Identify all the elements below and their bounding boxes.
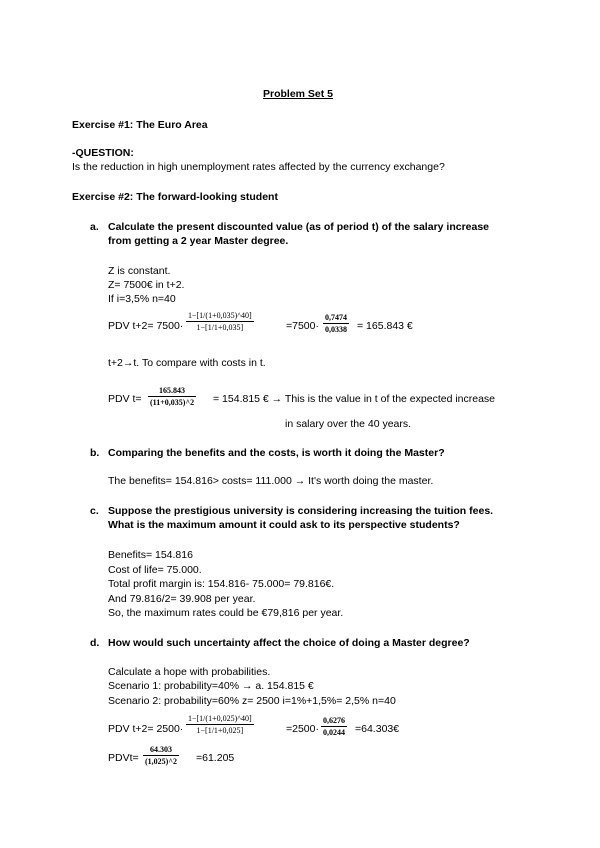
fraction-numerator: 0,7474	[325, 313, 347, 322]
question-text: Is the reduction in high unemployment rates affected by the currency exchange?	[72, 161, 445, 173]
item-d-pdv-mid: =2500·	[286, 723, 319, 735]
item-a-pdvt-result: = 154.815 € → This is the value in t of the expected increase	[213, 393, 496, 405]
item-b-letter: b.	[90, 447, 100, 459]
item-a-pdv-mid: =7500·	[286, 320, 319, 332]
item-c-question-line1: Suppose the prestigious university is considering increasing the tuition fees.	[108, 505, 494, 517]
item-b-answer: The benefits= 154.816> costs= 111.000 → It's worth doing the master.	[108, 475, 434, 487]
item-c-line: And 79.816/2= 39.908 per year.	[108, 593, 256, 605]
item-a-fraction-3	[148, 386, 196, 407]
item-d-letter: d.	[90, 637, 100, 649]
item-c-letter: c.	[90, 505, 99, 517]
item-d-fraction-2	[321, 716, 347, 737]
item-c-line: Cost of life= 75.000.	[108, 564, 202, 576]
fraction-denominator: 1−[1/1+0,025]	[196, 726, 244, 735]
item-d-pdv-prefix: PDV t+2= 2500·	[108, 723, 184, 735]
item-a-letter: a.	[90, 221, 99, 233]
fraction-denominator: (1,025)^2	[145, 757, 177, 766]
fraction-denominator: 0,0244	[323, 728, 345, 737]
item-b-question: Comparing the benefits and the costs, is worth it doing the Master?	[108, 447, 445, 459]
item-d-pdvt-prefix: PDVt=	[108, 752, 139, 764]
item-a-line1: Z is constant.	[108, 265, 171, 277]
item-c-line: So, the maximum rates could be €79,816 per year.	[108, 607, 344, 619]
fraction-numerator: 0,6276	[323, 716, 345, 725]
fraction-numerator: 165.843	[148, 386, 196, 397]
fraction-denominator: 0,0338	[325, 325, 347, 334]
fraction-numerator: 1−[1/(1+0,025)^40]	[188, 714, 252, 723]
exercise-1-heading: Exercise #1: The Euro Area	[72, 119, 208, 131]
item-a-question-line1: Calculate the present discounted value (as of period t) of the salary increase	[108, 221, 490, 233]
item-d-line2: Scenario 1: probability=40% → a. 154.815 €	[108, 680, 314, 692]
item-a-question-line2: from getting a 2 year Master degree.	[108, 235, 289, 247]
item-d-fraction-3	[143, 745, 179, 766]
item-c-question-line2: What is the maximum amount it could ask to its perspective students?	[108, 519, 460, 531]
item-a-pdv-result: = 165.843 €	[357, 320, 413, 332]
item-a-pdvt-prefix: PDV t=	[108, 393, 142, 405]
item-a-fraction-1	[186, 311, 254, 332]
page-title: Problem Set 5	[263, 88, 334, 100]
question-label: -QUESTION:	[72, 147, 134, 159]
item-a-pdv-prefix: PDV t+2= 7500·	[108, 320, 184, 332]
item-c-line: Total profit margin is: 154.816- 75.000= 79.816€.	[108, 578, 335, 590]
item-a-line3: If i=3,5% n=40	[108, 293, 176, 305]
item-d-pdv-result: =64.303€	[355, 723, 400, 735]
item-d-fraction-1	[186, 714, 254, 735]
fraction-numerator: 1−[1/(1+0,035)^40]	[188, 311, 252, 320]
item-d-question: How would such uncertainty affect the choice of doing a Master degree?	[108, 637, 470, 649]
exercise-2-heading: Exercise #2: The forward-looking student	[72, 191, 278, 203]
fraction-numerator: 64.303	[143, 745, 179, 756]
item-c-line: Benefits= 154.816	[108, 549, 193, 561]
fraction-denominator: 1−[1/1+0,035]	[196, 323, 244, 332]
item-a-line4: t+2→t. To compare with costs in t.	[108, 357, 266, 369]
item-a-line2: Z= 7500€ in t+2.	[108, 279, 185, 291]
item-d-line3: Scenario 2: probability=60% z= 2500 i=1%+1,5%= 2,5% n=40	[108, 695, 396, 707]
item-a-pdvt-result-line2: in salary over the 40 years.	[285, 418, 412, 430]
item-a-fraction-2	[323, 313, 349, 334]
item-d-pdvt-result: =61.205	[196, 752, 235, 764]
fraction-denominator: (11+0,035)^2	[150, 398, 195, 407]
item-d-line1: Calculate a hope with probabilities.	[108, 666, 271, 678]
